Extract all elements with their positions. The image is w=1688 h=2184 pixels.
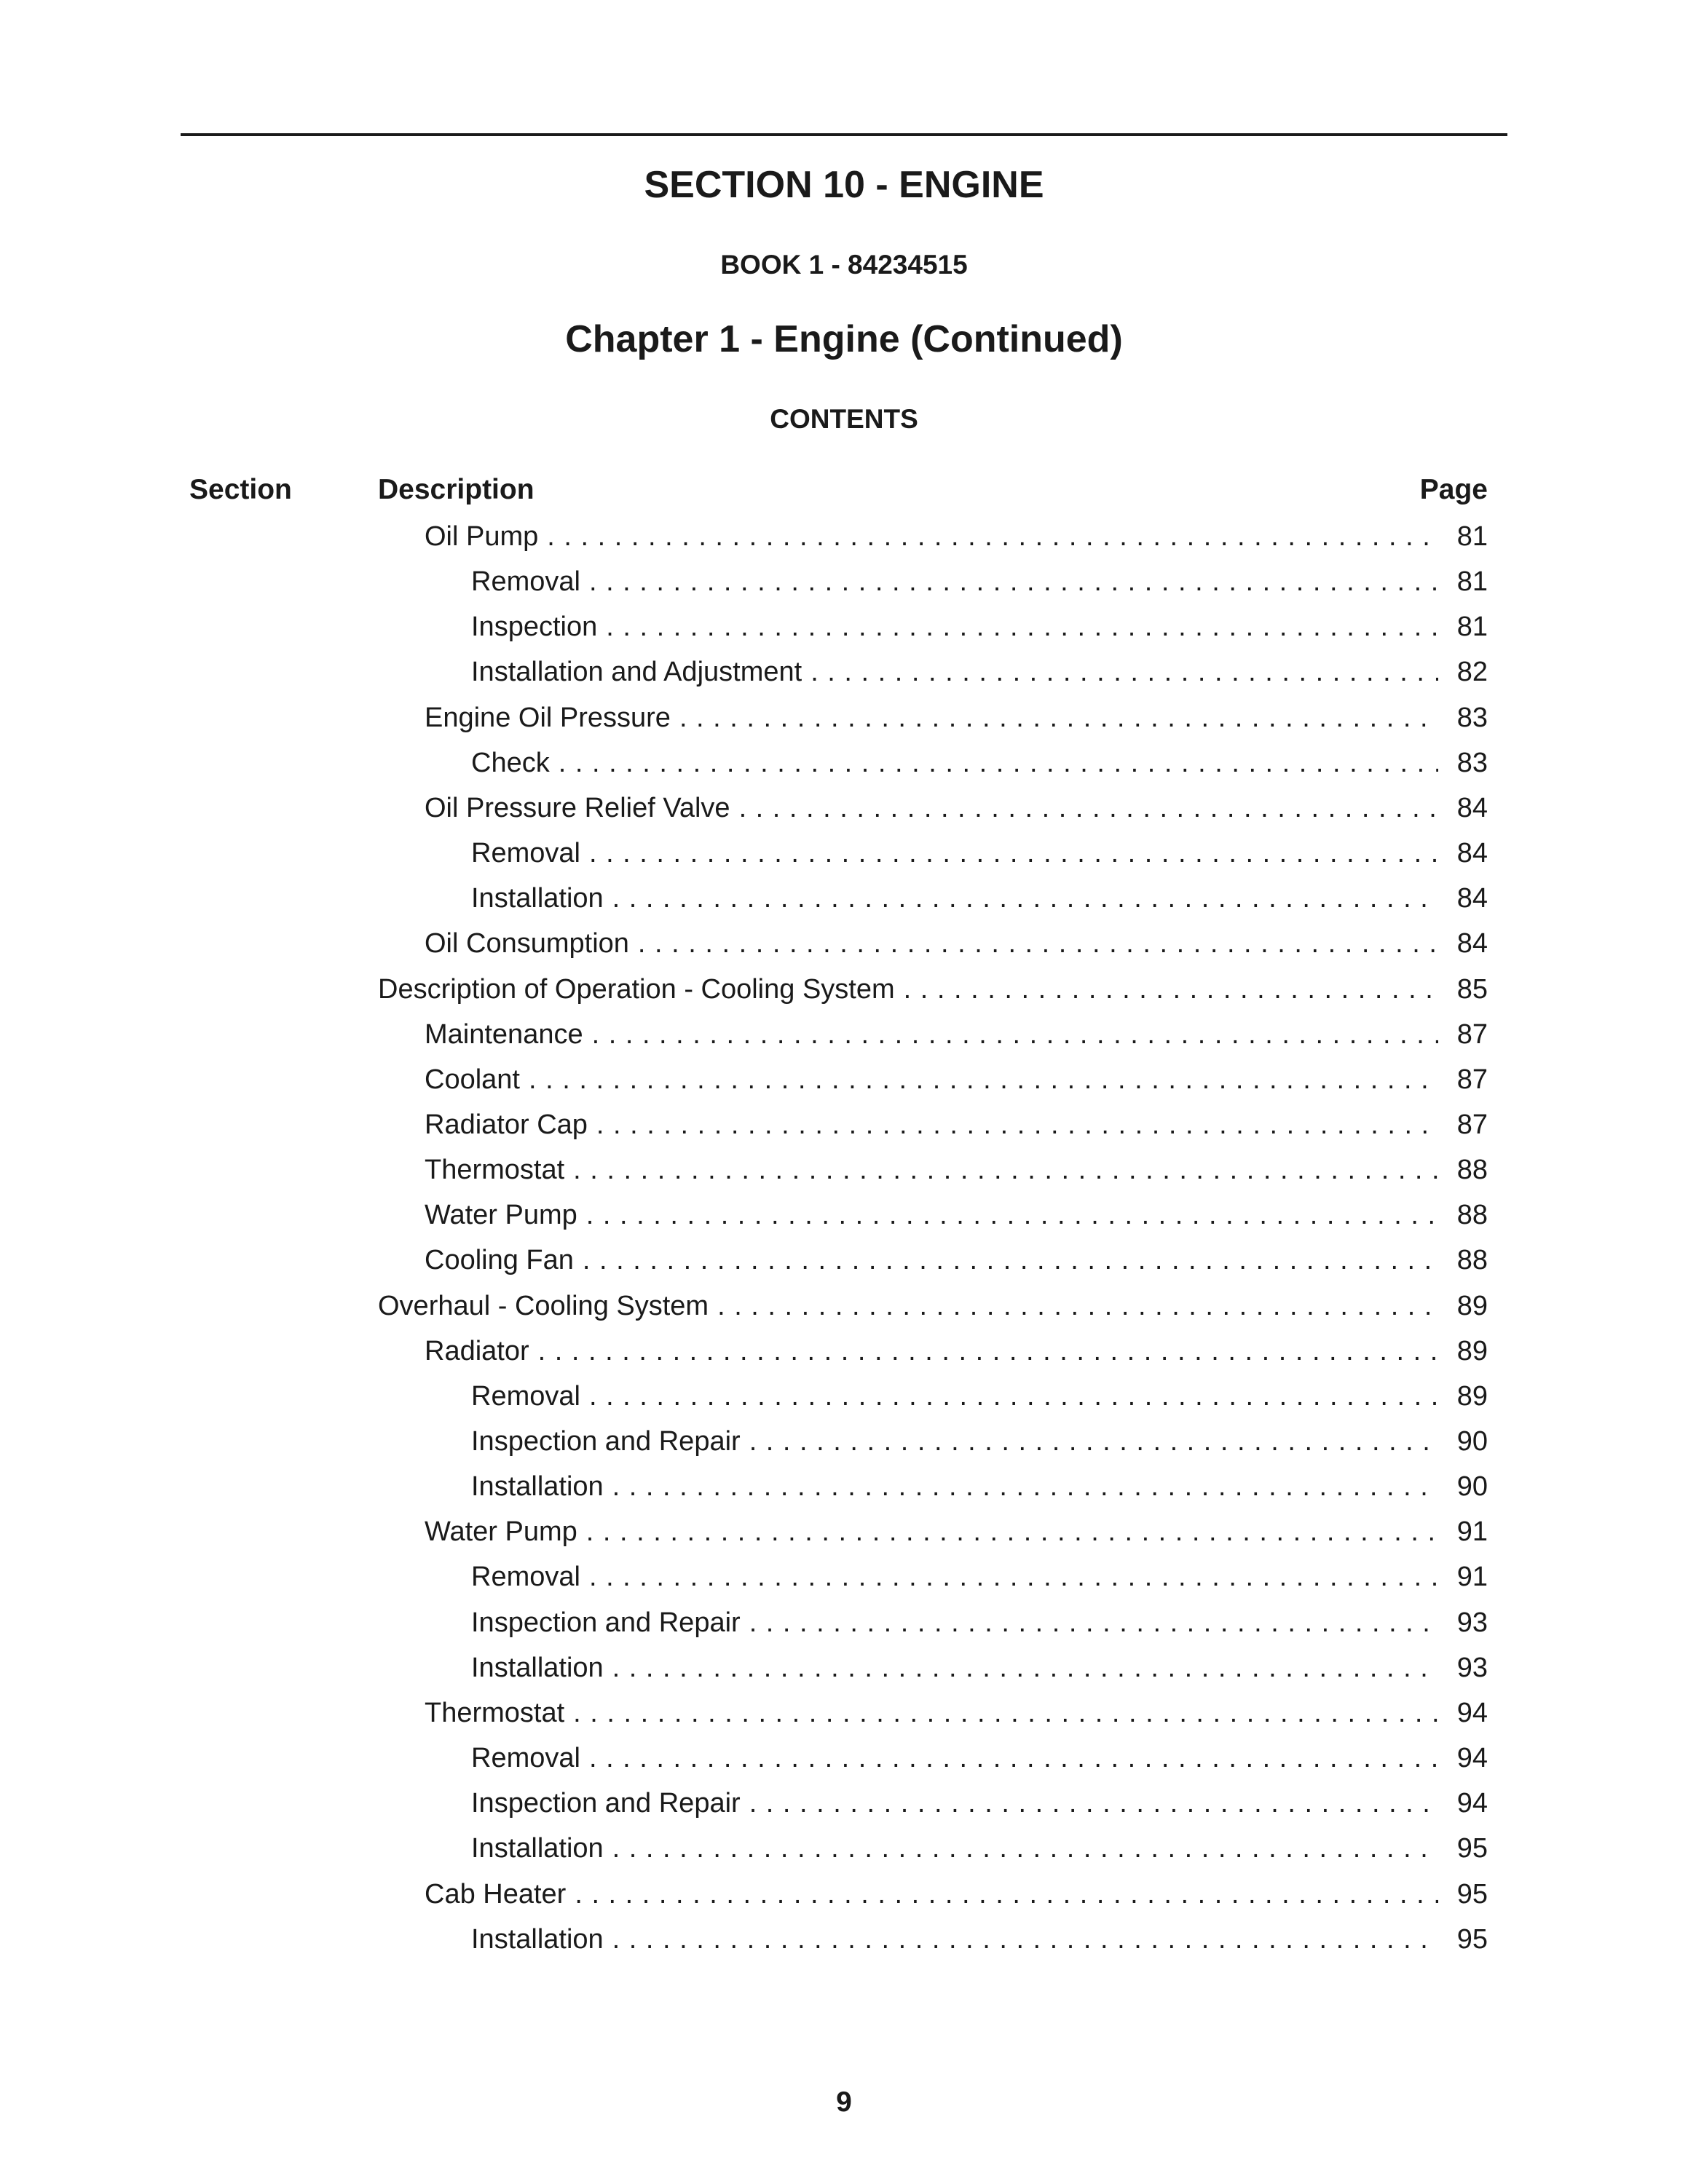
- dot-leader: [612, 1650, 1438, 1686]
- toc-entry-page: 88: [1456, 1245, 1488, 1275]
- toc-entry: [425, 1242, 1488, 1278]
- toc-entry-label: Description of Operation - Cooling System: [378, 974, 895, 1005]
- toc-entry: [425, 1016, 1488, 1053]
- toc-entry-page: 84: [1456, 838, 1488, 869]
- toc-entry-page: 94: [1456, 1743, 1488, 1773]
- toc-entry-label: Installation: [471, 1653, 604, 1683]
- toc-entry-label: Radiator: [425, 1336, 529, 1366]
- toc-entry: [425, 1333, 1488, 1369]
- toc-entry: [425, 1197, 1488, 1233]
- toc-entry: [471, 1830, 1488, 1867]
- toc-entry-page: 84: [1456, 883, 1488, 914]
- toc-entry-label: Cooling Fan: [425, 1245, 574, 1275]
- toc-entry: [425, 518, 1488, 555]
- toc-entry: [471, 609, 1488, 645]
- toc-entry-page: 88: [1456, 1155, 1488, 1185]
- toc-entry: [378, 971, 1488, 1008]
- toc-entry: [471, 1605, 1488, 1641]
- dot-leader: [529, 1061, 1438, 1098]
- toc-entry: [471, 1423, 1488, 1460]
- dot-leader: [583, 1242, 1438, 1278]
- toc-entry: [425, 925, 1488, 962]
- toc-entry: [471, 1785, 1488, 1821]
- toc-entry-label: Engine Oil Pressure: [425, 703, 671, 733]
- toc-entry-page: 82: [1456, 657, 1488, 687]
- toc-entry-page: 94: [1456, 1698, 1488, 1728]
- toc-entry: [471, 1559, 1488, 1595]
- toc-entry-page: 83: [1456, 703, 1488, 733]
- toc-entry: [471, 1921, 1488, 1958]
- toc-entry-label: Thermostat: [425, 1698, 565, 1728]
- toc-entry-page: 89: [1456, 1291, 1488, 1321]
- toc-entry-page: 95: [1456, 1879, 1488, 1910]
- dot-leader: [612, 880, 1438, 917]
- toc-entry: [471, 654, 1488, 690]
- toc-entry-label: Water Pump: [425, 1200, 577, 1230]
- toc-entry: [471, 1468, 1488, 1505]
- toc-entry: [425, 1061, 1488, 1098]
- dot-leader: [589, 563, 1438, 600]
- dot-leader: [717, 1288, 1438, 1324]
- dot-leader: [596, 1107, 1438, 1143]
- toc-entry-label: Overhaul - Cooling System: [378, 1291, 709, 1321]
- toc-entry-page: 83: [1456, 748, 1488, 778]
- toc-entry-label: Coolant: [425, 1064, 520, 1095]
- column-header-description: Description: [378, 474, 535, 505]
- dot-leader: [589, 1378, 1438, 1415]
- toc-entry: [471, 835, 1488, 871]
- toc-entry-label: Oil Consumption: [425, 928, 629, 959]
- toc-entry-page: 90: [1456, 1471, 1488, 1502]
- toc-entry-page: 87: [1456, 1109, 1488, 1140]
- chapter-title: Chapter 1 - Engine (Continued): [565, 318, 1123, 360]
- toc-entry-label: Inspection and Repair: [471, 1788, 741, 1819]
- toc-entry-page: 81: [1456, 566, 1488, 597]
- toc-entry: [471, 880, 1488, 917]
- toc-entry: [425, 700, 1488, 736]
- dot-leader: [749, 1605, 1438, 1641]
- toc-entry-page: 90: [1456, 1426, 1488, 1457]
- book-title: BOOK 1 - 84234515: [720, 250, 968, 280]
- dot-leader: [592, 1016, 1438, 1053]
- toc-entry-label: Installation: [471, 883, 604, 914]
- toc-entry-label: Check: [471, 748, 550, 778]
- toc-entry-label: Inspection and Repair: [471, 1426, 741, 1457]
- toc-entry: [425, 1107, 1488, 1143]
- toc-entry-page: 89: [1456, 1381, 1488, 1412]
- toc-entry: [425, 1514, 1488, 1550]
- dot-leader: [749, 1423, 1438, 1460]
- dot-leader: [573, 1695, 1438, 1731]
- dot-leader: [575, 1876, 1438, 1912]
- toc-entry: [471, 1378, 1488, 1415]
- toc-entry-page: 81: [1456, 612, 1488, 642]
- toc-entry-label: Water Pump: [425, 1516, 577, 1547]
- dot-leader: [904, 971, 1438, 1008]
- contents-title: CONTENTS: [770, 404, 918, 434]
- dot-leader: [606, 609, 1438, 645]
- toc-entry: [425, 1876, 1488, 1912]
- toc-entry-page: 84: [1456, 928, 1488, 959]
- dot-leader: [547, 518, 1438, 555]
- toc-entry: [471, 1650, 1488, 1686]
- toc-entry-label: Cab Heater: [425, 1879, 567, 1910]
- dot-leader: [586, 1197, 1438, 1233]
- toc-entry-label: Removal: [471, 838, 580, 869]
- toc-entry-page: 89: [1456, 1336, 1488, 1366]
- dot-leader: [559, 745, 1438, 781]
- toc-entry-label: Installation: [471, 1471, 604, 1502]
- toc-entry-label: Thermostat: [425, 1155, 565, 1185]
- dot-leader: [739, 790, 1438, 826]
- toc-entry-page: 85: [1456, 974, 1488, 1005]
- toc-entry: [471, 563, 1488, 600]
- toc-entry-page: 91: [1456, 1516, 1488, 1547]
- toc-entry-label: Maintenance: [425, 1019, 583, 1050]
- toc-entry-page: 87: [1456, 1064, 1488, 1095]
- toc-entry-label: Installation: [471, 1924, 604, 1955]
- toc-entry-page: 95: [1456, 1924, 1488, 1955]
- toc-entry-label: Removal: [471, 1743, 580, 1773]
- toc-entry-page: 93: [1456, 1653, 1488, 1683]
- toc-entry-label: Inspection and Repair: [471, 1607, 741, 1638]
- toc-entry-page: 95: [1456, 1833, 1488, 1864]
- toc-entry-label: Removal: [471, 566, 580, 597]
- dot-leader: [638, 925, 1438, 962]
- toc-entry-page: 94: [1456, 1788, 1488, 1819]
- toc-entry: [425, 790, 1488, 826]
- toc-entry-page: 84: [1456, 793, 1488, 823]
- toc-entry: [425, 1152, 1488, 1188]
- dot-leader: [586, 1514, 1438, 1550]
- dot-leader: [612, 1921, 1438, 1958]
- toc-entry-label: Removal: [471, 1381, 580, 1412]
- dot-leader: [612, 1468, 1438, 1505]
- dot-leader: [679, 700, 1438, 736]
- toc-entry-label: Radiator Cap: [425, 1109, 588, 1140]
- toc-entry-label: Inspection: [471, 612, 598, 642]
- toc-entry-label: Removal: [471, 1562, 580, 1592]
- toc-entry-page: 91: [1456, 1562, 1488, 1592]
- dot-leader: [811, 654, 1438, 690]
- toc-entry-page: 93: [1456, 1607, 1488, 1638]
- dot-leader: [589, 1559, 1438, 1595]
- toc-entry-page: 81: [1456, 521, 1488, 552]
- dot-leader: [538, 1333, 1438, 1369]
- toc-entry-label: Oil Pump: [425, 521, 539, 552]
- toc-entry: [425, 1695, 1488, 1731]
- toc-entry-label: Oil Pressure Relief Valve: [425, 793, 730, 823]
- toc-entry: [471, 1740, 1488, 1776]
- dot-leader: [589, 1740, 1438, 1776]
- toc-entry-page: 88: [1456, 1200, 1488, 1230]
- dot-leader: [749, 1785, 1438, 1821]
- column-header-page: Page: [1419, 474, 1488, 505]
- section-title: SECTION 10 - ENGINE: [644, 164, 1044, 206]
- dot-leader: [573, 1152, 1438, 1188]
- toc-entry: [471, 745, 1488, 781]
- toc-entry-page: 87: [1456, 1019, 1488, 1050]
- toc-entry: [378, 1288, 1488, 1324]
- toc-entry-label: Installation: [471, 1833, 604, 1864]
- toc-entry-label: Installation and Adjustment: [471, 657, 802, 687]
- page-number: 9: [836, 2086, 852, 2118]
- column-header-section: Section: [189, 474, 292, 505]
- dot-leader: [612, 1830, 1438, 1867]
- dot-leader: [589, 835, 1438, 871]
